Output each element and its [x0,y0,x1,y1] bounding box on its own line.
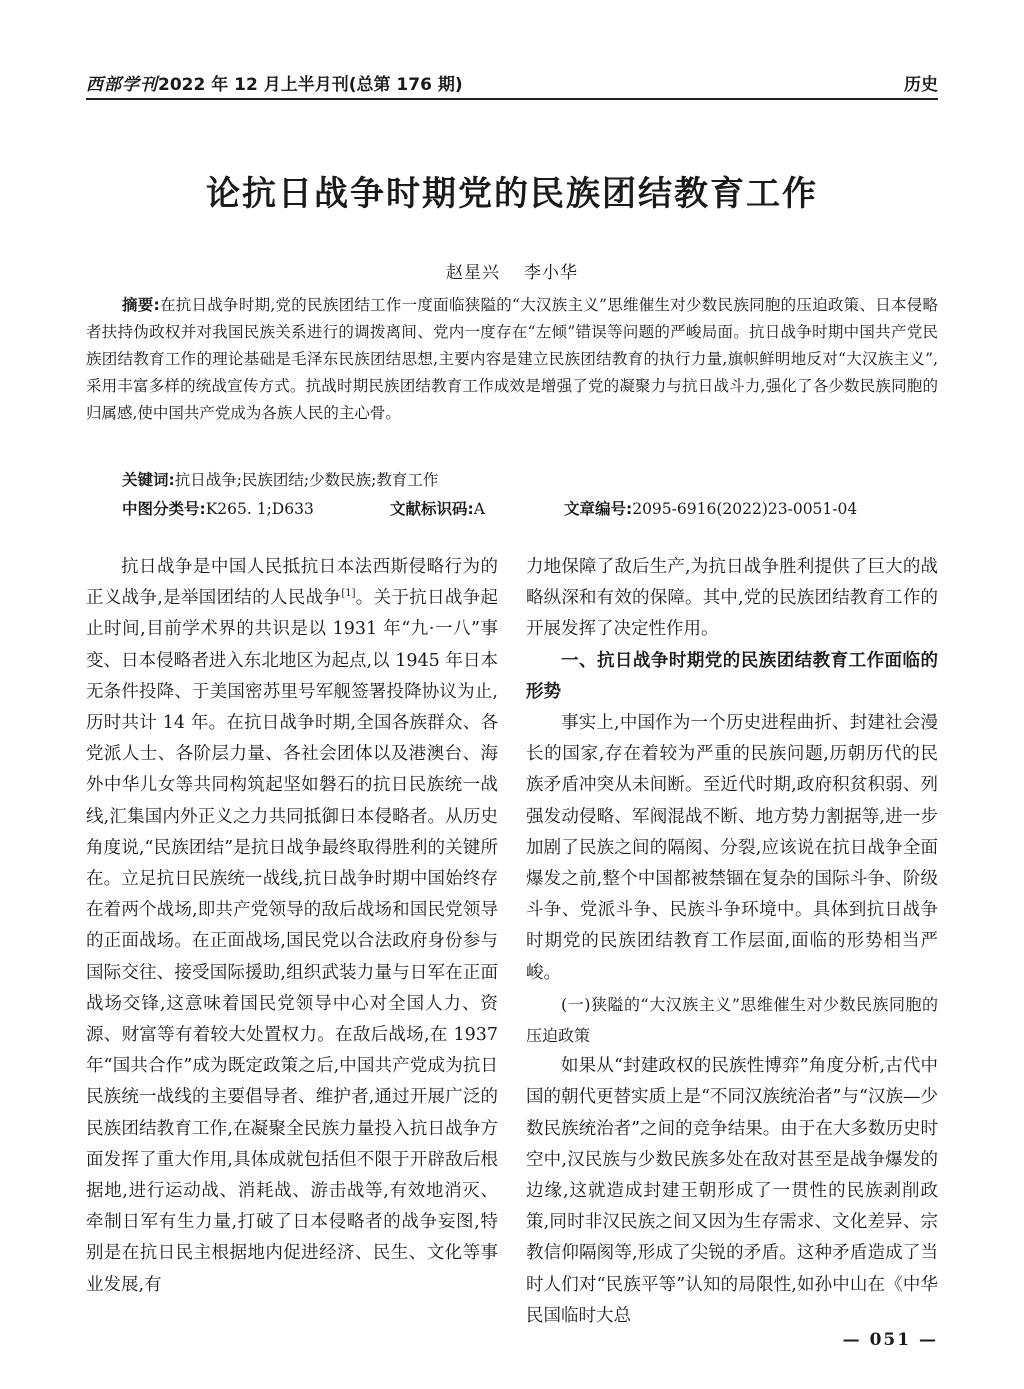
author: 李小华 [524,263,578,283]
paragraph-text: 。关于抗日战争起止时间,目前学术界的共识是以 1931 年“九·一八”事变、日本侵略者进入东北地区为起点,以 1945 年日本无条件投降、于美国密苏里号军舰签署投降协议为止,历时共计 14 年。在抗日战争时期,全国各族群众、各党派人士、各阶层力量、各社会团体以及港澳台、海外中华儿女等共同构筑起坚如磐石的抗日民族统一战线,汇集国内外正义之力共同抵御日本侵略者。从历史角度说,“民族团结”是抗日战争最终取得胜利的关键所在。立足抗日民族统一战线,抗日战争时期中国始终存在着两个战场,即共产党领导的敌后战场和国民党领导的正面战场。在正面战场,国民党以合法政府身份参与国际交往、接受国际援助,组织武装力量与日军在正面战场交锋,这意味着国民党领导中心对全国人力、资源、财富等有着较大处置权力。在敌后战场,在 1937 年“国共合作”成为既定政策之后,中国共产党成为抗日民族统一战线的主要倡导者、维护者,通过开展广泛的民族团结教育工作,在凝聚全民族力量投入抗日战争方面发挥了重大作用,具体成就包括但不限于开辟敌后根据地,进行运动战、消耗战、游击战等,有效地消灭、牵制日军有生力量,打破了日本侵略者的战争妄图,特别是在抗日民主根据地内促进经济、民生、文化等事业发展,有 [86,588,499,1295]
body-right-column [526,552,938,1332]
abstract-label: 摘要: [122,296,160,314]
keywords [122,468,938,490]
citation-ref: [1] [341,588,356,600]
article-number [564,497,857,519]
journal-name: 西部学刊 [86,75,158,95]
header-rule [86,98,938,100]
article-title: 论抗日战争时期党的民族团结教育工作 [206,174,818,214]
clc-label: 中图分类号: [122,500,206,518]
journal-issue [86,70,463,95]
subsection-heading: (一)狭隘的“大汉族主义”思维催生对少数民族同胞的压迫政策 [526,994,938,1046]
paragraph-text: 抗日战争是中国人民抵抗日本法西斯侵略行为的正义战争,是举国团结的人民战争 [86,557,498,609]
doc-label: 文献标识码: [390,500,474,518]
paragraph: 事实上,中国作为一个历史进程曲折、封建社会漫长的国家,存在着较为严重的民族问题,历朝历代的民族矛盾冲突从未间断。至近代时期,政府积贫积弱、列强发动侵略、军阀混战不断、地方势力割据等,进一步加剧了民族之间的隔阂、分裂,应该说在抗日战争全面爆发之前,整个中国都被禁锢在复杂的国际斗争、阶级斗争、党派斗争、民族斗争环境中。具体到抗日战争时期党的民族团结教育工作层面,面临的形势相当严峻。 [526,713,938,983]
paragraph: 如果从“封建政权的民族性博弈”角度分析,古代中国的朝代更替实质上是“不同汉族统治者”与“汉族—少数民族统治者”之间的竞争结果。由于在大多数历史时空中,汉民族与少数民族多处在敌对甚至是战争爆发的边缘,这就造成封建王朝形成了一贯性的民族剥削政策,同时非汉民族之间又因为生存需求、文化差异、宗教信仰隔阂等,形成了尖锐的矛盾。这种矛盾造成了当时人们对“民族平等”认知的局限性,如孙中山在《中华民国临时大总 [526,1056,938,1326]
abstract [86,292,938,427]
article-value: 2095-6916(2022)23-0051-04 [632,500,858,518]
keywords-text: 抗日战争;民族团结;少数民族;教育工作 [174,471,439,489]
issue-info: 2022 年 12 月上半月刊(总第 176 期) [158,75,463,95]
running-header [86,70,938,96]
article-label: 文章编号: [564,500,633,518]
clc-value: K265. 1;D633 [205,500,314,518]
keywords-label: 关键词: [122,471,175,489]
page-number: — 051 — [842,1330,938,1350]
paragraph [86,552,498,1301]
author: 赵星兴 [446,263,500,283]
clc-number [122,497,314,519]
abstract-text: 在抗日战争时期,党的民族团结工作一度面临狭隘的“大汉族主义”思维催生对少数民族同胞的压迫政策、日本侵略者扶持伪政权并对我国民族关系进行的调拨离间、党内一度存在“左倾”错误等问题的严峻局面。抗日战争时期中国共产党民族团结教育工作的理论基础是毛泽东民族团结思想,主要内容是建立民族团结教育的执行力量,旗帜鲜明地反对“大汉族主义”,采用丰富多样的统战宣传方式。抗战时期民族团结教育工作成效是增强了党的凝聚力与抗日战斗力,强化了各少数民族同胞的归属感,使中国共产党成为各族人民的主心骨。 [86,296,938,422]
document-code [390,497,485,519]
paragraph: 力地保障了敌后生产,为抗日战争胜利提供了巨大的战略纵深和有效的保障。其中,党的民族团结教育工作的开展发挥了决定性作用。 [526,557,938,640]
body-left-column [86,552,498,1301]
doc-value: A [473,500,485,518]
section-heading: 一、抗日战争时期党的民族团结教育工作面临的形势 [526,650,938,702]
authors [86,258,938,283]
section-name: 历史 [904,75,938,95]
